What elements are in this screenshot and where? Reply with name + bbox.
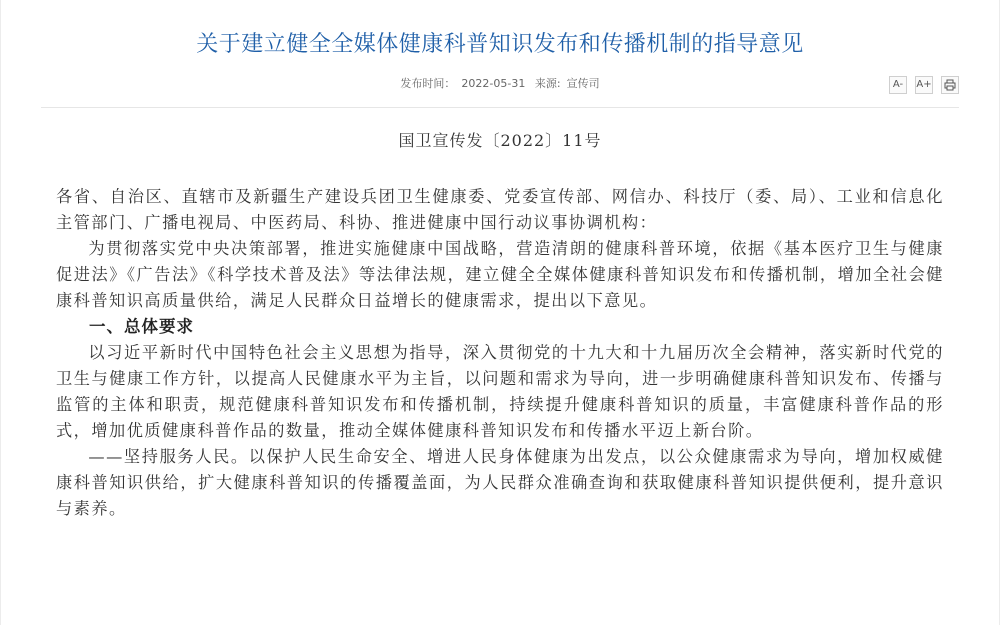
section-paragraph: 以习近平新时代中国特色社会主义思想为指导，深入贯彻党的十九大和十九届历次全会精神，落实新时代党的卫生与健康工作方针，以提高人民健康水平为主旨，以问题和需求为导向，进一步明确健康科普知识发布、传播与监管的主体和职责，规范健康科普知识发布和传播机制，持续提升健康科普知识的质量，丰富健康科普作品的形式，增加优质健康科普作品的数量，推动全媒体健康科普知识发布和传播水平迈上新台阶。 [56, 343, 944, 440]
article-tools [889, 76, 959, 94]
font-smaller-button[interactable]: A- [889, 76, 907, 94]
print-button[interactable] [941, 76, 959, 94]
article-body [56, 184, 944, 522]
font-larger-button[interactable]: A+ [915, 76, 933, 94]
document-number: 国卫宣传发〔2022〕11号 [398, 131, 602, 150]
published-date: 2022-05-31 [461, 77, 526, 90]
addressee-paragraph: 各省、自治区、直辖市及新疆生产建设兵团卫生健康委、党委宣传部、网信办、科技厅（委、局）、工业和信息化主管部门、广播电视局、中医药局、科协、推进健康中国行动议事协调机构： [56, 187, 944, 232]
source-label: 来源: [534, 77, 561, 90]
printer-icon [944, 79, 956, 91]
source-value: 宣传司 [566, 77, 600, 90]
divider [41, 107, 959, 108]
article-meta [1, 75, 999, 91]
article-title: 关于建立健全全媒体健康科普知识发布和传播机制的指导意见 [196, 32, 804, 57]
section-heading: 一、总体要求 [89, 317, 194, 336]
published-label: 发布时间： [400, 77, 456, 90]
principle-paragraph: ——坚持服务人民。以保护人民生命安全、增进人民身体健康为出发点，以公众健康需求为导向，增加权威健康科普知识供给，扩大健康科普知识的传播覆盖面，为人民群众准确查询和获取健康科普知识提供便利，提升意识与素养。 [56, 447, 944, 518]
intro-paragraph: 为贯彻落实党中央决策部署，推进实施健康中国战略，营造清朗的健康科普环境，依据《基本医疗卫生与健康促进法》《广告法》《科学技术普及法》等法律法规，建立健全全媒体健康科普知识发布和传播机制，增加全社会健康科普知识高质量供给，满足人民群众日益增长的健康需求，提出以下意见。 [56, 239, 944, 310]
